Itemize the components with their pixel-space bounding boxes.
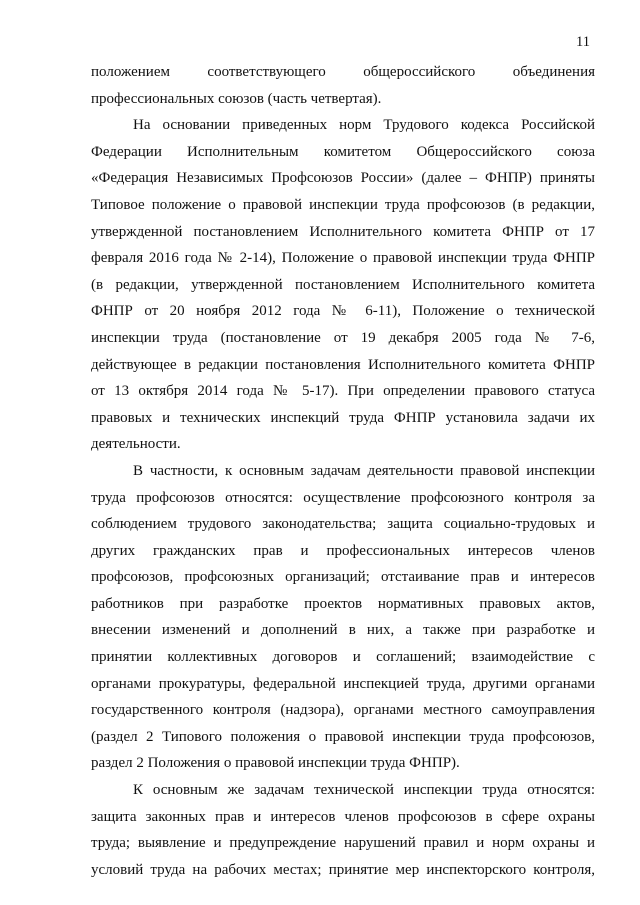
paragraph-3 (91, 458, 595, 777)
text-line: (в редакции, утвержденной постановлением Исполнительного комитета (91, 276, 595, 293)
text-line: работников при разработке проектов нормативных правовых актов, (91, 595, 595, 612)
text-line: других гражданских прав и профессиональных интересов членов (91, 542, 595, 559)
text-line: внесении изменений и дополнений в них, а также при разработке и (91, 622, 595, 639)
text-line: труда профсоюзов относятся: осуществление профсоюзного контроля за (91, 489, 595, 506)
text-line: Типовое положение о правовой инспекции труда профсоюзов (в редакции, (91, 196, 595, 213)
text-line: инспекции труда (постановление от 19 декабря 2005 года № 7-6, (91, 329, 595, 346)
text-line: В частности, к основным задачам деятельности правовой инспекции (133, 462, 595, 479)
document-body (91, 59, 595, 883)
text-line: принятии коллективных договоров и соглашений; взаимодействие с (91, 649, 595, 666)
text-line: февраля 2016 года № 2-14), Положение о правовой инспекции труда ФНПР (91, 250, 595, 267)
text-line: (раздел 2 Типового положения о правовой инспекции труда профсоюзов, (91, 728, 595, 745)
text-line: Федерации Исполнительным комитетом Общероссийского союза (91, 143, 595, 160)
text-line: правовых и технических инспекций труда ФНПР установила задачи их (91, 409, 595, 426)
text-line: раздел 2 Положения о правовой инспекции труда ФНПР). (91, 755, 460, 772)
text-line: К основным же задачам технической инспекции труда относятся: (133, 782, 595, 799)
text-line: государственного контроля (надзора), органами местного самоуправления (91, 702, 595, 719)
text-line: от 13 октября 2014 года № 5-17). При определении правового статуса (91, 383, 595, 400)
text-line: профсоюзов, профсоюзных организаций; отстаивание прав и интересов (91, 569, 595, 586)
paragraph-1 (91, 59, 595, 112)
text-line: На основании приведенных норм Трудового кодекса Российской (133, 117, 595, 134)
text-line: деятельности. (91, 436, 181, 453)
text-line: ФНПР от 20 ноября 2012 года № 6-11), Положение о технической (91, 303, 595, 320)
text-line: действующее в редакции постановления Исполнительного комитета ФНПР (91, 356, 595, 373)
paragraph-2 (91, 112, 595, 458)
text-line: органами прокуратуры, федеральной инспекцией труда, другими органами (91, 675, 595, 692)
text-line: профессиональных союзов (часть четвертая). (91, 90, 382, 107)
text-line: положением соответствующего общероссийского объединения (91, 64, 595, 80)
text-line: соблюдением трудового законодательства; защита социально-трудовых и (91, 516, 595, 533)
text-line: утвержденной постановлением Исполнительного комитета ФНПР от 17 (91, 223, 595, 240)
text-line: труда; выявление и предупреждение нарушений правил и норм охраны и (91, 835, 595, 852)
text-line: условий труда на рабочих местах; принятие мер инспекторского контроля, (91, 861, 595, 878)
text-line: защита законных прав и интересов членов профсоюзов в сфере охраны (91, 808, 595, 825)
text-line: «Федерация Независимых Профсоюзов России» (далее – ФНПР) приняты (91, 170, 595, 187)
paragraph-4 (91, 777, 595, 883)
page-number: 11 (576, 34, 590, 50)
